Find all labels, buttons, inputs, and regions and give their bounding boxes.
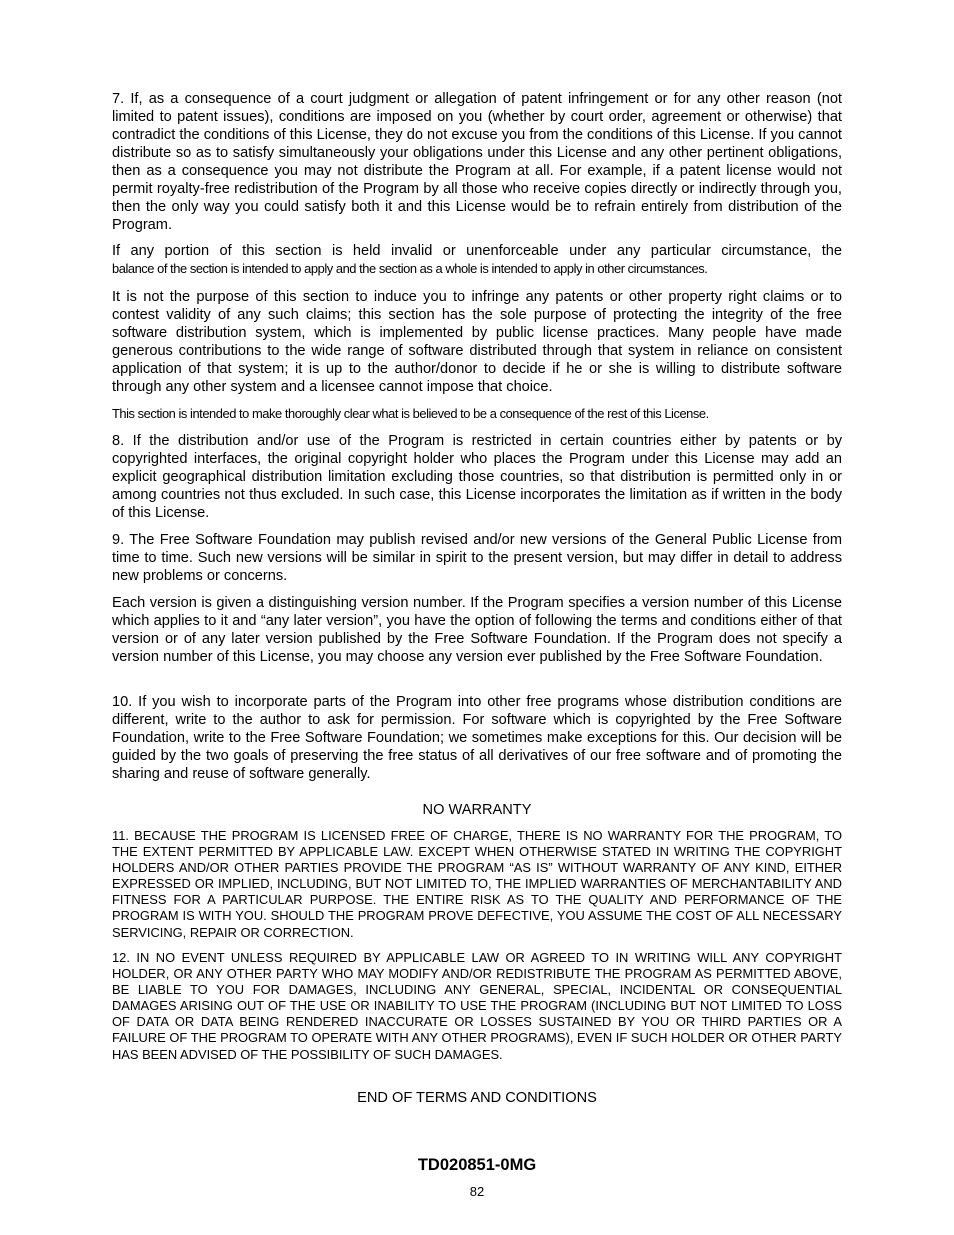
paragraph-7: 7. If, as a consequence of a court judgment or allegation of patent infringement or for any other reason (not limited to patent issues), conditions are imposed on you (whether by court order, agreement or otherwise) that contradict the conditions of this License, they do not excuse you from the conditions of this License. If you cannot distribute so as to satisfy simultaneously your obligations under this License and any other pertinent obligations, then as a consequence you may not distribute the Program at all. For example, if a patent license would not permit royalty-free redistribution of the Program by all those who receive copies directly or indirectly through you, then the only way you could satisfy both it and this License would be to refrain entirely from distribution of the Program. [112, 91, 842, 233]
paragraph-12: 12. IN NO EVENT UNLESS REQUIRED BY APPLICABLE LAW OR AGREED TO IN WRITING WILL ANY COPYRIGHT HOLDER, OR ANY OTHER PARTY WHO MAY MODIFY AND/OR REDISTRIBUTE THE PROGRAM AS PERMITTED ABOVE, BE LIABLE TO YOU FOR DAMAGES, INCLUDING ANY GENERAL, SPECIAL, INCIDENTAL OR CONSEQUENTIAL DAMAGES ARISING OUT OF THE USE OR INABILITY TO USE THE PROGRAM (INCLUDING BUT NOT LIMITED TO LOSS OF DATA OR DATA BEING RENDERED INACCURATE OR LOSSES SUSTAINED BY YOU OR THIRD PARTIES OR A FAILURE OF THE PROGRAM TO OPERATE WITH ANY OTHER PROGRAMS), EVEN IF SUCH HOLDER OR OTHER PARTY HAS BEEN ADVISED OF THE POSSIBILITY OF SUCH DAMAGES. [112, 950, 842, 1062]
paragraph-9-versions: Each version is given a distinguishing version number. If the Program specifies a version number of this License which applies to it and “any later version”, you have the option of following the terms and conditions either of that version or of any later version published by the Free Software Foundation. If the Program does not specify a version number of this License, you may choose any version ever published by the Free Software Foundation. [112, 595, 842, 665]
end-of-terms-heading: END OF TERMS AND CONDITIONS [357, 1090, 597, 1106]
paragraph-11: 11. BECAUSE THE PROGRAM IS LICENSED FREE OF CHARGE, THERE IS NO WARRANTY FOR THE PROGRAM, TO THE EXTENT PERMITTED BY APPLICABLE LAW. EXCEPT WHEN OTHERWISE STATED IN WRITING THE COPYRIGHT HOLDERS AND/OR OTHER PARTIES PROVIDE THE PROGRAM “AS IS” WITHOUT WARRANTY OF ANY KIND, EITHER EXPRESSED OR IMPLIED, INCLUDING, BUT NOT LIMITED TO, THE IMPLIED WARRANTIES OF MERCHANTABILITY AND FITNESS FOR A PARTICULAR PURPOSE. THE ENTIRE RISK AS TO THE QUALITY AND PERFORMANCE OF THE PROGRAM IS WITH YOU. SHOULD THE PROGRAM PROVE DEFECTIVE, YOU ASSUME THE COST OF ALL NECESSARY SERVICING, REPAIR OR CORRECTION. [112, 828, 842, 940]
paragraph-9: 9. The Free Software Foundation may publish revised and/or new versions of the General Public License from time to time. Such new versions will be similar in spirit to the present version, but may differ in detail to address new problems or concerns. [112, 532, 842, 584]
no-warranty-heading: NO WARRANTY [422, 802, 532, 818]
paragraph-7-purpose: It is not the purpose of this section to induce you to infringe any patents or other property right claims or to contest validity of any such claims; this section has the sole purpose of protecting the integrity of the free software distribution system, which is implemented by public license practices. Many people have made generous contributions to the wide range of software distributed through that system in reliance on consistent application of that system; it is up to the author/donor to decide if he or she is willing to distribute software through any other system and a licensee cannot impose that choice. [112, 289, 842, 395]
paragraph-7-severability-line-2: balance of the section is intended to apply and the section as a whole is intended to apply in other circumstances. [112, 261, 708, 276]
paragraph-7-severability [112, 242, 842, 278]
paragraph-7-clarification: This section is intended to make thoroughly clear what is believed to be a consequence of the rest of this License. [112, 406, 709, 421]
paragraph-10: 10. If you wish to incorporate parts of the Program into other free programs whose distribution conditions are different, write to the author to ask for permission. For software which is copyrighted by the Free Software Foundation, write to the Free Software Foundation; we sometimes make exceptions for this. Our decision will be guided by the two goals of preserving the free status of all derivatives of our free software and of promoting the sharing and reuse of software generally. [112, 694, 842, 782]
paragraph-7-severability-line-1: If any portion of this section is held invalid or unenforceable under any particular circumstance, the [112, 243, 842, 259]
document-code: TD020851-0MG [417, 1156, 537, 1174]
paragraph-8: 8. If the distribution and/or use of the Program is restricted in certain countries either by patents or by copyrighted interfaces, the original copyright holder who places the Program under this License may add an explicit geographical distribution limitation excluding those countries, so that distribution is permitted only in or among countries not thus excluded. In such case, this License incorporates the limitation as if written in the body of this License. [112, 433, 842, 521]
page-number: 82 [469, 1184, 485, 1199]
